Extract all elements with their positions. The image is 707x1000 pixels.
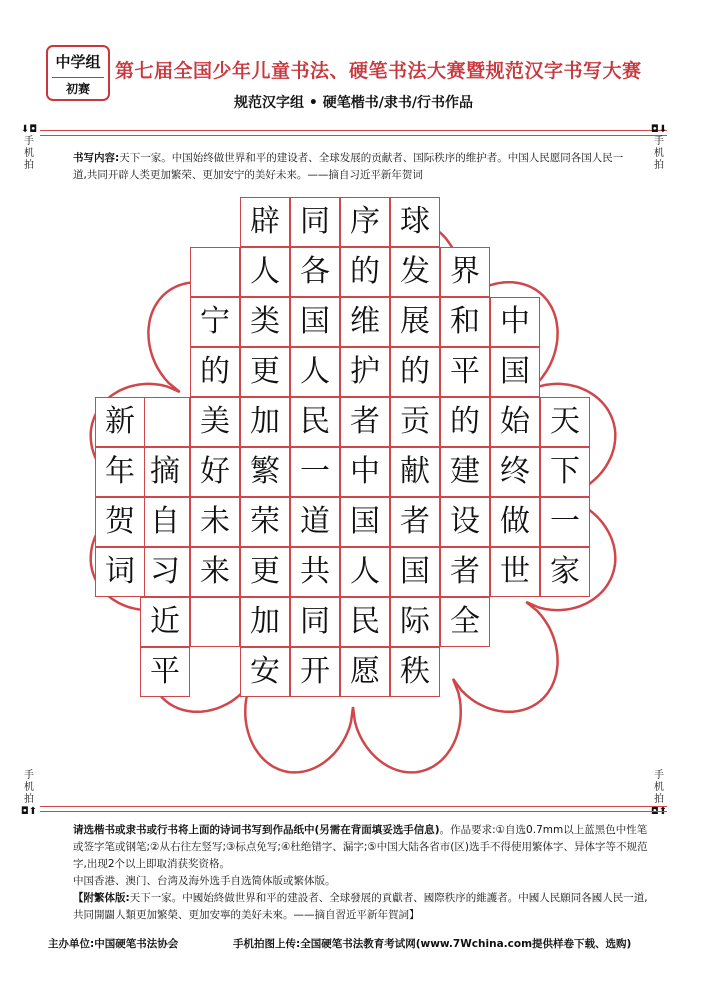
grid-character: 全 xyxy=(450,604,480,639)
grid-character: 人 xyxy=(300,354,330,389)
grid-character: 设 xyxy=(450,504,480,539)
grid-character: 的 xyxy=(450,404,480,439)
requirements-main xyxy=(73,822,648,873)
grid-character: 安 xyxy=(250,654,280,689)
grid-character: 国 xyxy=(300,304,330,339)
grid-character: 自 xyxy=(150,504,180,539)
page-subtitle: 规范汉字组 • 硬笔楷书/隶书/行书作品 xyxy=(234,95,473,111)
camera-icon: ⬇◘ xyxy=(20,124,38,135)
traditional-text: 天下一家。中國始終做世界和平的建設者、全球發展的貢獻者、國際秩序的維護者。中國人民願同各國人民一道,共同開闢人類更加繁榮、更加安寧的美好未來。——摘自習近平新年賀詞】 xyxy=(73,892,648,921)
grid-character: 人 xyxy=(250,254,280,289)
grid-character: 类 xyxy=(250,304,280,339)
grid-character: 宁 xyxy=(200,304,230,339)
grid-character: 加 xyxy=(250,404,280,439)
grid-cell xyxy=(190,597,240,647)
grid-character: 美 xyxy=(200,404,230,439)
grid-character: 者 xyxy=(450,554,480,589)
grid-character: 维 xyxy=(350,304,380,339)
grid-character: 护 xyxy=(350,354,380,389)
grid-character: 人 xyxy=(350,554,380,589)
grid-cell xyxy=(140,397,190,447)
grid-character: 愿 xyxy=(350,654,380,689)
organizer: 主办单位:中国硬笔书法协会 xyxy=(48,938,179,950)
grid-character: 共 xyxy=(300,554,330,589)
grid-character: 同 xyxy=(300,604,330,639)
page-title: 第七届全国少年儿童书法、硬笔书法大赛暨规范汉字书写大赛 xyxy=(115,60,642,82)
grid-character: 界 xyxy=(450,254,480,289)
badge-level: 中学组 xyxy=(55,53,101,71)
grid-character: 天 xyxy=(550,404,580,439)
grid-character: 各 xyxy=(300,254,330,289)
side-label: 手机拍 xyxy=(654,770,664,805)
side-label: 手机拍 xyxy=(24,770,34,805)
requirements-hk: 中国香港、澳门、台湾及海外选手自选简体版或繁体版。 xyxy=(73,875,336,887)
grid-character: 的 xyxy=(350,254,380,289)
grid-character: 更 xyxy=(250,554,280,589)
grid-character: 家 xyxy=(550,554,580,589)
grid-character: 献 xyxy=(400,454,430,489)
grid-character: 摘 xyxy=(150,454,180,489)
side-label: 手机拍 xyxy=(24,136,34,171)
badge-stage: 初赛 xyxy=(65,82,90,96)
grid-character: 国 xyxy=(500,354,530,389)
grid-character: 来 xyxy=(200,554,230,589)
grid-character: 中 xyxy=(350,454,380,489)
grid-character: 民 xyxy=(350,604,380,639)
grid-character: 国 xyxy=(350,504,380,539)
grid-character: 一 xyxy=(550,504,580,539)
grid-character: 习 xyxy=(150,554,180,589)
grid-character: 下 xyxy=(550,454,580,489)
grid-character: 近 xyxy=(150,604,180,639)
bottom-rule xyxy=(40,806,667,807)
grid-character: 贺 xyxy=(105,504,135,539)
grid-character: 平 xyxy=(150,654,180,689)
grid-character: 的 xyxy=(400,354,430,389)
grid-character: 和 xyxy=(450,304,480,339)
grid-character: 加 xyxy=(250,604,280,639)
grid-character: 同 xyxy=(300,204,330,239)
grid-character: 发 xyxy=(400,254,430,289)
side-marker-bottom-left xyxy=(20,770,38,818)
grid-cell xyxy=(190,247,240,297)
grid-character: 者 xyxy=(400,504,430,539)
camera-icon: ◘⬆ xyxy=(20,806,38,817)
grid-character: 始 xyxy=(500,404,530,439)
grid-character: 平 xyxy=(450,354,480,389)
grid-character: 序 xyxy=(350,204,380,239)
grid-character: 终 xyxy=(500,454,530,489)
grid-character: 更 xyxy=(250,354,280,389)
camera-icon: ◘⬆ xyxy=(650,806,668,817)
grid-character: 建 xyxy=(450,454,480,489)
grid-character: 者 xyxy=(350,404,380,439)
grid-character: 的 xyxy=(200,354,230,389)
requirements-lead: 请选楷书或隶书或行书将上面的诗词书写到作品纸中(另需在背面填妥选手信息) xyxy=(73,824,440,836)
grid-character: 词 xyxy=(105,554,135,589)
upload-info: 手机拍图上传:全国硬笔书法教育考试网(www.7Wchina.com提供样卷下载、选购) xyxy=(233,938,632,950)
writing-content-text: 天下一家。中国始终做世界和平的建设者、全球发展的贡献者、国际秩序的维护者。中国人民愿同各国人民一道,共同开辟人类更加繁荣、更加安宁的美好未来。——摘自习近平新年贺词 xyxy=(73,152,624,181)
grid-character: 展 xyxy=(400,304,430,339)
grid-character: 民 xyxy=(300,404,330,439)
grid-character: 好 xyxy=(200,454,230,489)
grid-character: 新 xyxy=(105,404,135,439)
grid-character: 年 xyxy=(105,454,135,489)
writing-content-label: 书写内容: xyxy=(73,152,120,164)
grid-character: 做 xyxy=(500,504,530,539)
grid-character: 道 xyxy=(300,504,330,539)
grid-character: 际 xyxy=(400,604,430,639)
grid-character: 贡 xyxy=(400,404,430,439)
grid-character: 辟 xyxy=(250,204,280,239)
bottom-rule-2 xyxy=(40,811,667,812)
grid-character: 一 xyxy=(300,454,330,489)
grid-character: 中 xyxy=(500,304,530,339)
traditional-label: 【附繁体版: xyxy=(73,892,130,904)
side-label: 手机拍 xyxy=(654,136,664,171)
grid-character: 世 xyxy=(500,554,530,589)
grid-character: 开 xyxy=(300,654,330,689)
requirements-traditional xyxy=(73,890,648,924)
camera-icon: ◘⬇ xyxy=(650,124,668,135)
grid-character: 繁 xyxy=(250,454,280,489)
requirements xyxy=(73,822,648,924)
grid-character: 国 xyxy=(400,554,430,589)
grid-character: 球 xyxy=(400,204,430,239)
grid-character: 未 xyxy=(200,504,230,539)
grid-character: 荣 xyxy=(250,504,280,539)
requirements-rest: 。作品要求:①自选0.7mm以上蓝黑色中性笔或签字笔或钢笔;②从右往左竖写;③标点免写;④杜绝错字、漏字;⑤中国大陆各省市(区)选手不得使用繁体字、异体字等不规范字,出现2个以上即取消获奖资格。 xyxy=(73,824,648,870)
grid-character: 秩 xyxy=(400,654,430,689)
